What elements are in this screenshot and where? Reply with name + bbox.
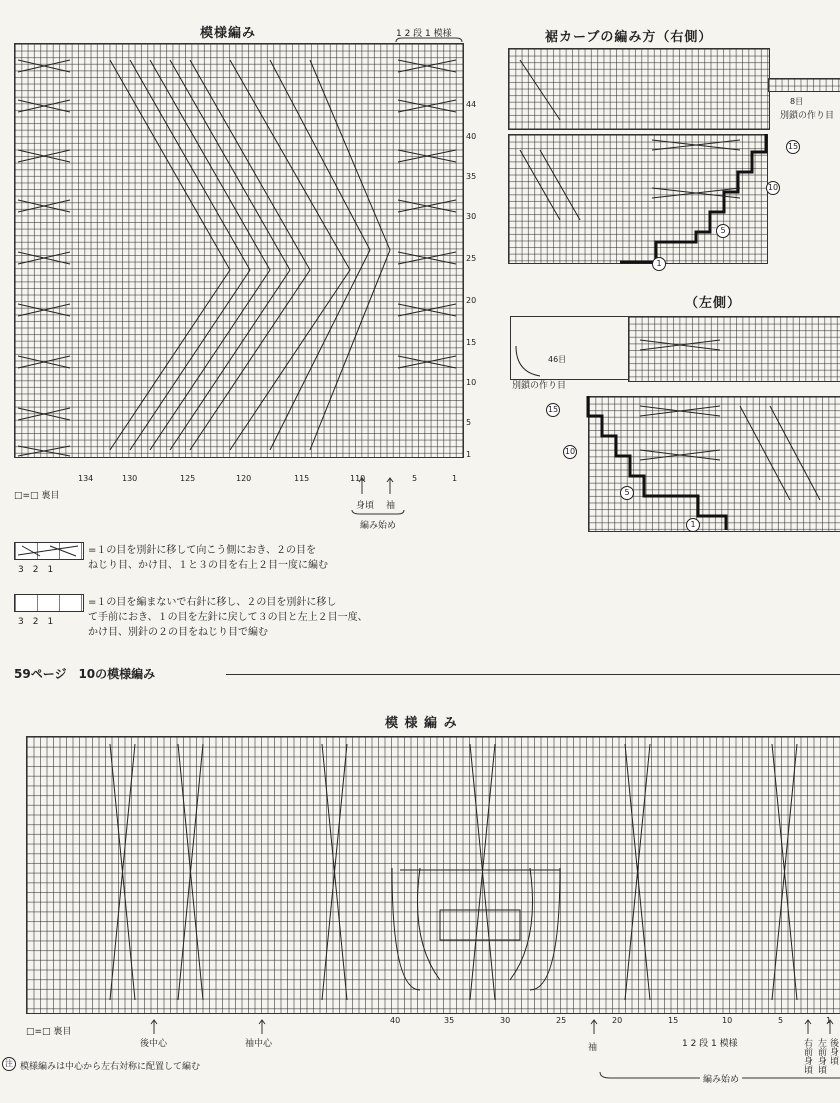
bottom-col-num-20: 20 <box>612 1016 623 1025</box>
top-row-num-20: 20 <box>466 296 477 305</box>
top-col-num-130: 130 <box>122 474 138 483</box>
bottom-sleeve: 袖 <box>588 1043 598 1053</box>
top-row-num-35: 35 <box>466 172 477 181</box>
legend-nums-1: 3 2 1 <box>18 565 54 575</box>
right-marker-5: 5 <box>716 224 730 238</box>
top-col-num-134: 134 <box>78 474 94 483</box>
bottom-col-num-40: 40 <box>390 1016 401 1025</box>
bottom-right-front: 右前身頃 <box>802 1038 812 1074</box>
legend-nums-2: 3 2 1 <box>18 617 54 627</box>
bottom-col-num-35: 35 <box>444 1016 455 1025</box>
top-body-label: 身頃 <box>356 501 375 511</box>
left-provisional: 別鎖の作り目 <box>512 381 567 391</box>
footnote-mark: 注 <box>2 1057 16 1071</box>
left-chart-title: （左側） <box>685 296 742 311</box>
top-chart-title: 模様編み <box>200 26 257 41</box>
top-col-num-120: 120 <box>236 474 252 483</box>
top-col-num-125: 125 <box>180 474 196 483</box>
top-chart-repeat-label: 1 2 段 1 模様 <box>396 29 452 39</box>
footnote-text: 模様編みは中心から左右対称に配置して編む <box>20 1062 201 1072</box>
top-row-num-5: 5 <box>466 418 472 427</box>
right-marker-10: 10 <box>766 181 780 195</box>
bottom-repeat-label: 1 2 段 1 模様 <box>682 1039 738 1049</box>
top-row-num-30: 30 <box>466 212 477 221</box>
right-provisional: 別鎖の作り目 <box>780 111 835 121</box>
top-col-num-115: 115 <box>294 474 310 483</box>
bottom-col-num-30: 30 <box>500 1016 511 1025</box>
bottom-back-center: 後中心 <box>140 1039 168 1049</box>
bottom-key-label: □=□ 裏目 <box>26 1027 72 1037</box>
bottom-col-num-1: 1 <box>826 1016 832 1025</box>
right-marker-15: 15 <box>786 140 800 154</box>
top-col-num-1: 1 <box>452 474 458 483</box>
left-circle-46: 46目 <box>548 355 567 364</box>
bottom-sleeve-center: 袖中心 <box>245 1039 273 1049</box>
right-circle-8: 8目 <box>790 97 804 106</box>
bottom-col-num-15: 15 <box>668 1016 679 1025</box>
top-sleeve-label: 袖 <box>386 501 396 511</box>
top-row-num-44: 44 <box>466 100 477 109</box>
left-marker-10: 10 <box>563 445 577 459</box>
legend-text-1: =１の目を別針に移して向こう側におき、２の目を ねじり目、かけ目、１と３の目を右上２目一度に編む <box>88 545 328 571</box>
top-key-label: □=□ 裏目 <box>14 491 60 501</box>
section-header: 59ページ 10の模様編み <box>14 667 156 681</box>
bottom-col-num-5: 5 <box>778 1016 784 1025</box>
top-col-num-110: 110 <box>350 474 366 483</box>
top-row-num-1: 1 <box>466 450 472 459</box>
left-marker-1: 1 <box>686 518 700 532</box>
right-marker-1: 1 <box>652 257 666 271</box>
top-row-num-10: 10 <box>466 378 477 387</box>
top-col-num-5: 5 <box>412 474 418 483</box>
top-start-label: 編み始め <box>360 521 397 531</box>
bottom-chart-title: 模 様 編 み <box>385 716 458 731</box>
right-chart-title: 裾カーブの編み方（右側） <box>545 30 713 45</box>
bottom-col-num-10: 10 <box>722 1016 733 1025</box>
left-marker-15: 15 <box>546 403 560 417</box>
bottom-left-front-back: 左前身頃 <box>816 1038 826 1074</box>
top-row-num-40: 40 <box>466 132 477 141</box>
top-row-num-25: 25 <box>466 254 477 263</box>
top-row-num-15: 15 <box>466 338 477 347</box>
legend-text-2: =１の目を編まないで右針に移し、２の目を別針に移し て手前におき、１の目を左針に戻して３の目と左上２目一度、 かけ目、別針の２の目をねじり目で編む <box>88 597 368 638</box>
bottom-col-num-25: 25 <box>556 1016 567 1025</box>
bottom-back-body: 後身頃 <box>828 1038 838 1065</box>
bottom-start-label: 編み始め <box>700 1072 742 1085</box>
left-marker-5: 5 <box>620 486 634 500</box>
